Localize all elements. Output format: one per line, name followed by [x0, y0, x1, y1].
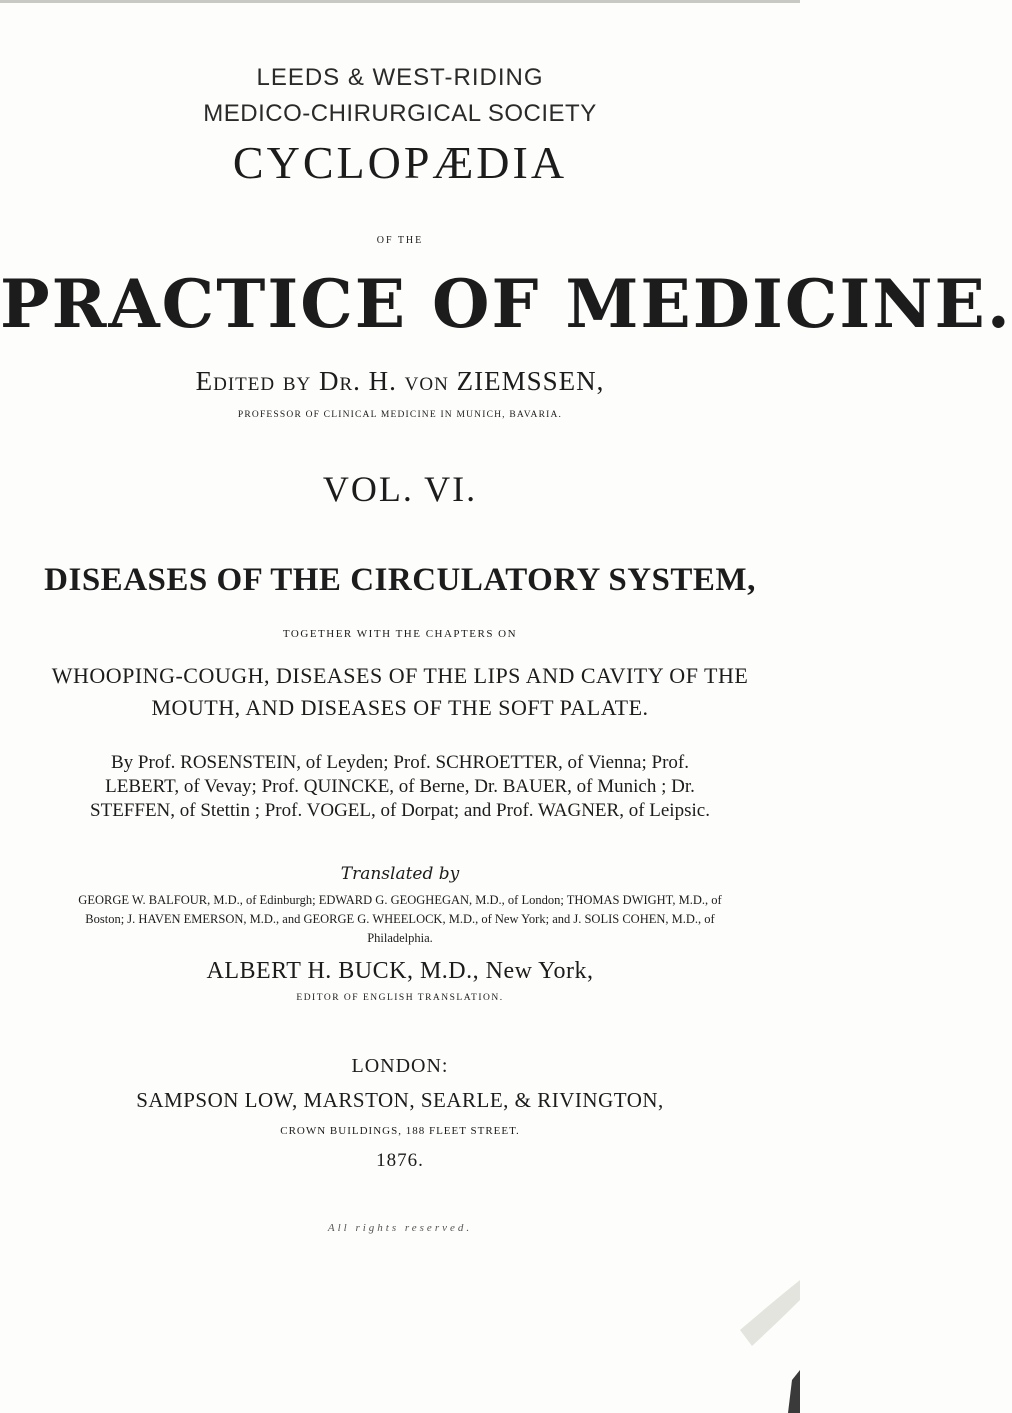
publisher-address: CROWN BUILDINGS, 188 FLEET STREET. — [280, 1125, 520, 1137]
english-editor-role: EDITOR OF ENGLISH TRANSLATION. — [296, 993, 504, 1003]
imprint-city: LONDON: — [351, 1055, 449, 1077]
volume-number: VOL. VI. — [322, 469, 478, 509]
chapters-line-1: WHOOPING-COUGH, DISEASES OF THE LIPS AND CAVITY OF THE — [51, 663, 749, 688]
of-the-label: OF THE — [376, 235, 424, 246]
authors-paragraph: By Prof. ROSENSTEIN, of Leyden; Prof. SCHROETTER, of Vienna; Prof. LEBERT, of Vevay; Prof. QUINCKE, of Berne, Dr. BAUER, of Munich ; Dr. STEFFEN, of Stettin ; Prof. VOGEL, of Dorpat; and Prof. WAGNER, of Leipsic. — [90, 752, 710, 821]
page-corner-shadow — [788, 1370, 800, 1413]
main-title: PRACTICE OF MEDICINE. — [0, 265, 1012, 343]
rights-notice: All rights reserved. — [327, 1222, 473, 1234]
society-stamp-line2: MEDICO-CHIRURGICAL SOCIETY — [203, 100, 597, 127]
publisher-name: SAMPSON LOW, MARSTON, SEARLE, & RIVINGTON, — [136, 1088, 664, 1112]
publication-year: 1876. — [376, 1150, 424, 1171]
translators-paragraph: GEORGE W. BALFOUR, M.D., of Edinburgh; EDWARD G. GEOGHEGAN, M.D., of London; THOMAS DWIGHT, M.D., of Boston; J. HAVEN EMERSON, M.D., and GEORGE G. WHEELOCK, M.D., of New York; and J. SOLIS COHEN, M.D., of Philadelphia. — [78, 893, 722, 945]
torn-corner-mark — [740, 1280, 800, 1346]
english-editor-name: ALBERT H. BUCK, M.D., New York, — [206, 958, 594, 984]
translated-by-label: Translated by — [340, 864, 460, 884]
editor-affiliation: PROFESSOR OF CLINICAL MEDICINE IN MUNICH, BAVARIA. — [237, 410, 563, 420]
together-with-label: TOGETHER WITH THE CHAPTERS ON — [282, 628, 518, 640]
edited-by-line: Edited by Dr. H. von ZIEMSSEN, — [195, 366, 605, 396]
subject-heading: DISEASES OF THE CIRCULATORY SYSTEM, — [44, 562, 756, 598]
society-stamp-line1: LEEDS & WEST-RIDING — [256, 64, 544, 91]
cyclopaedia-heading: CYCLOPÆDIA — [232, 137, 568, 188]
chapters-line-2: MOUTH, AND DISEASES OF THE SOFT PALATE. — [151, 695, 649, 720]
